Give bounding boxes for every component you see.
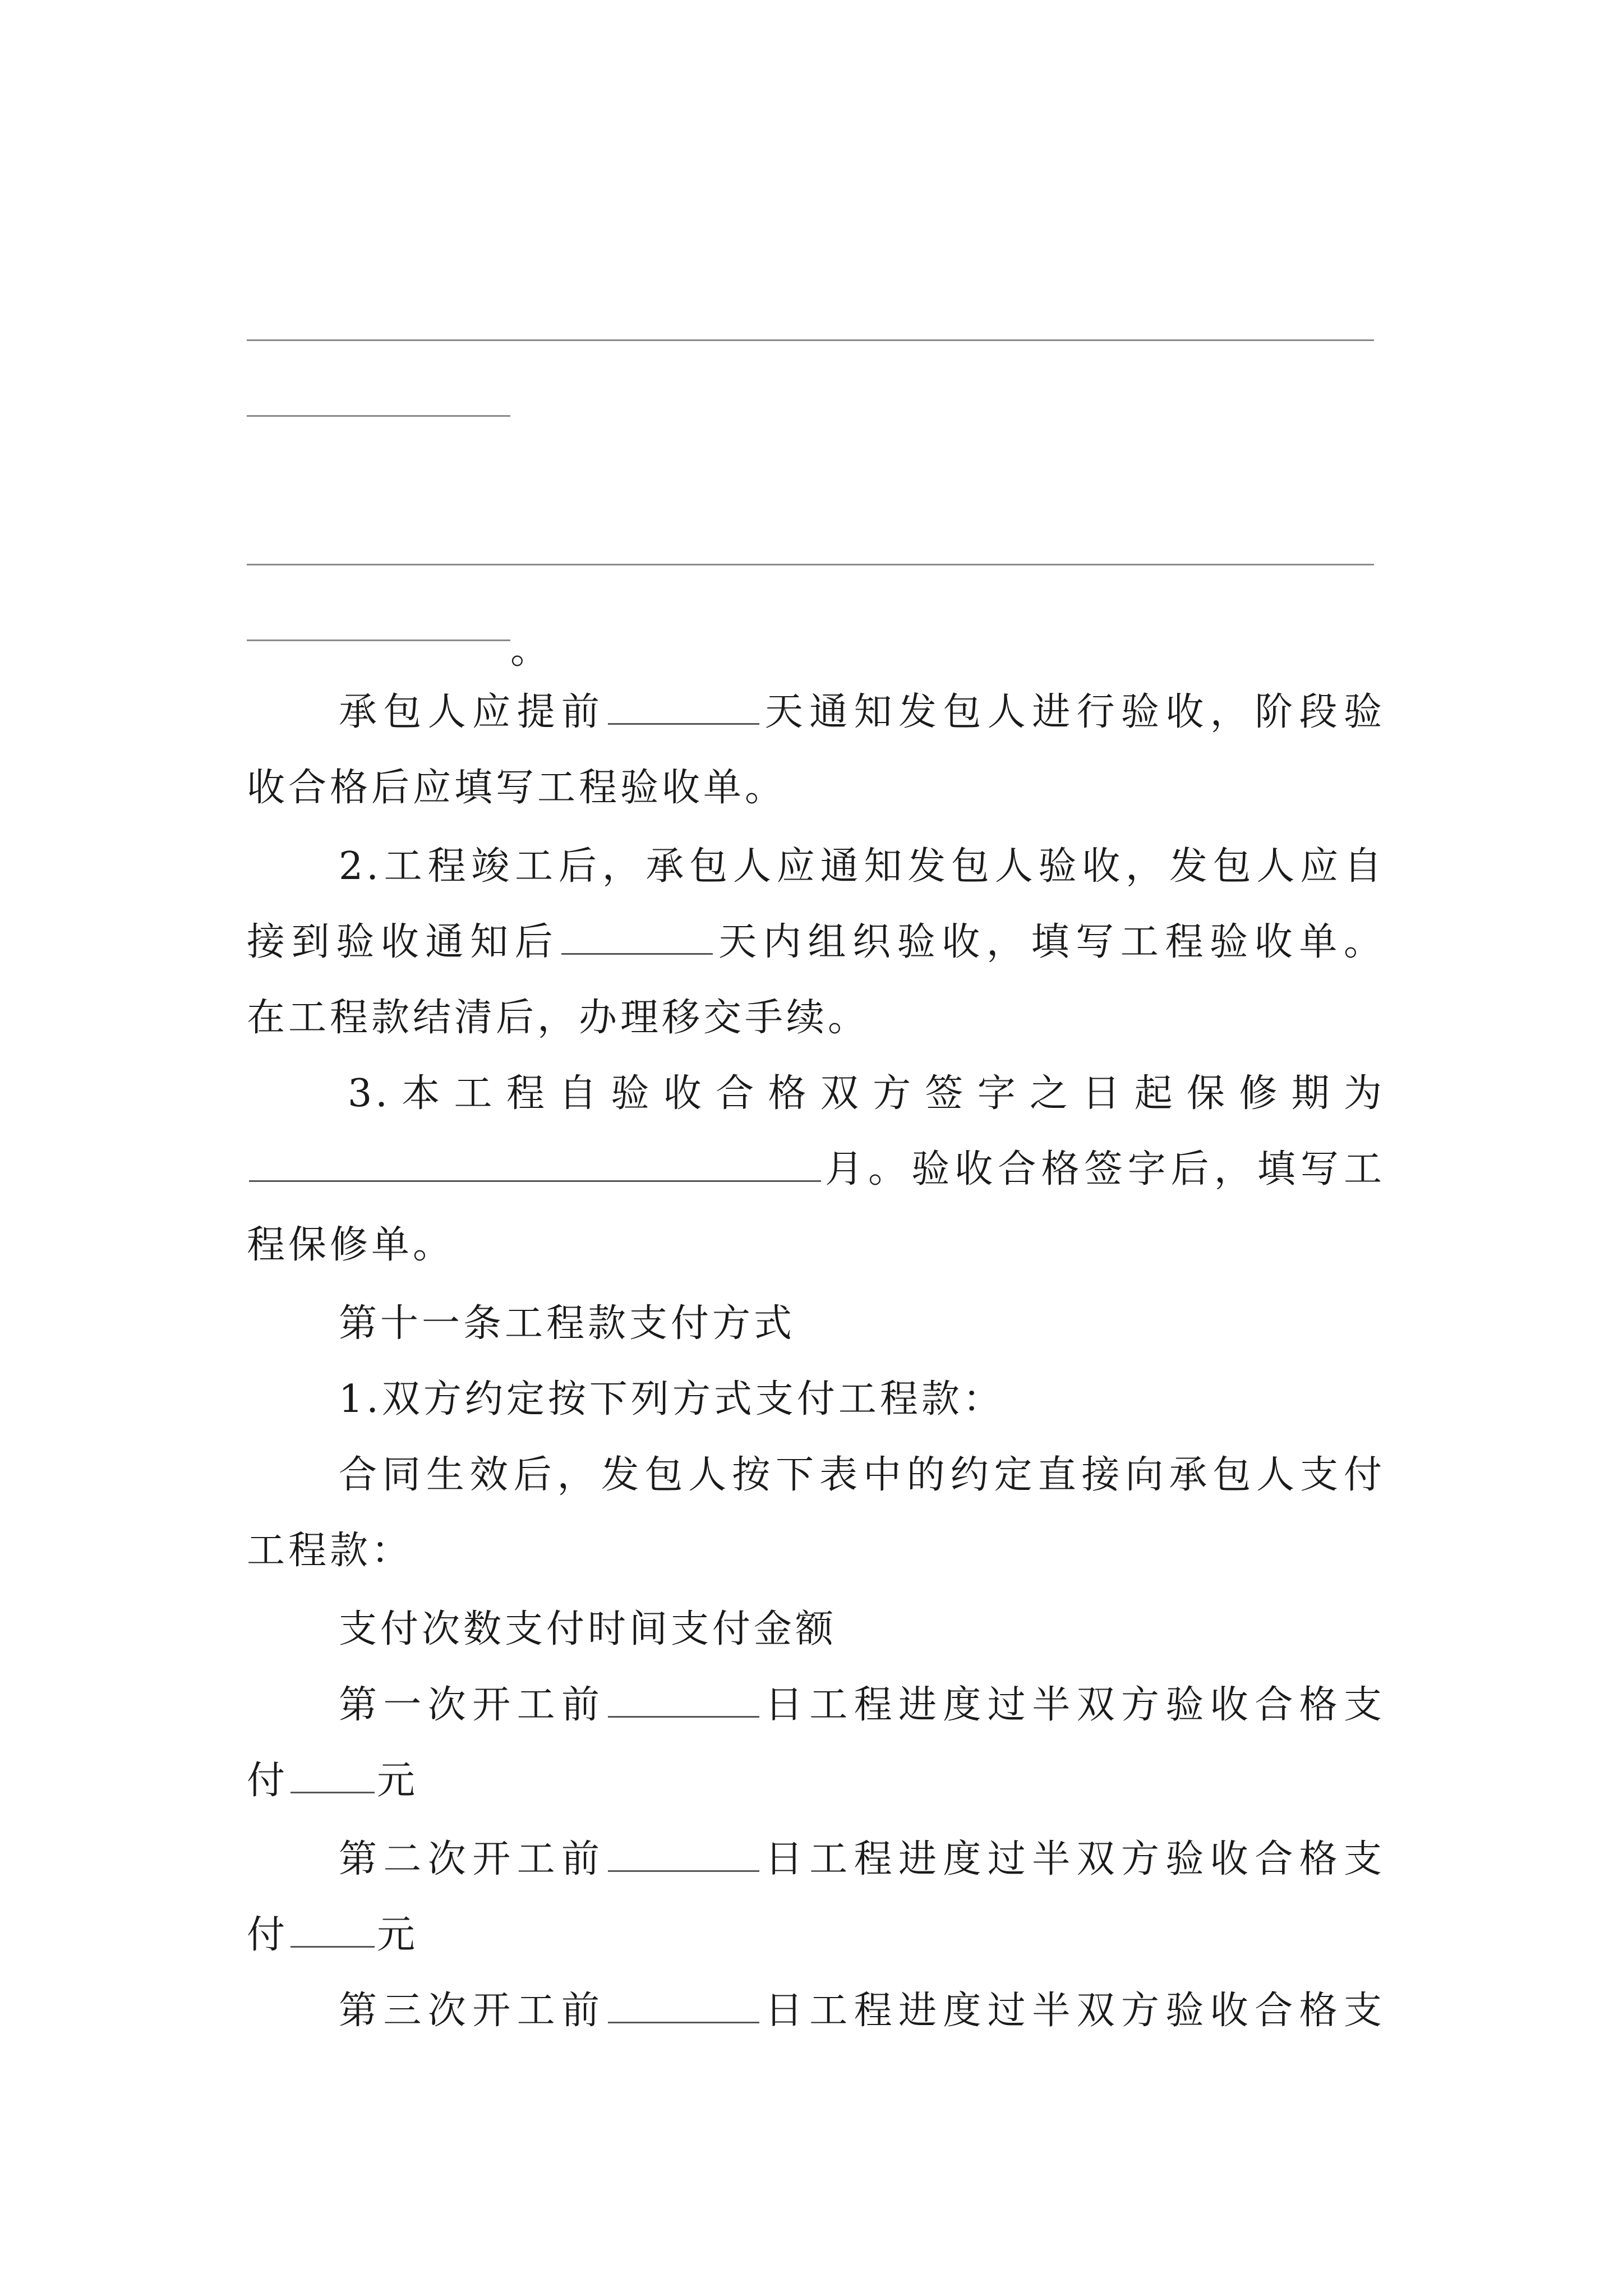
text-segment: 承包人应提前 bbox=[339, 690, 606, 734]
payment-row bbox=[339, 1972, 1385, 2050]
text-segment: 第三次开工前 bbox=[339, 1989, 606, 2033]
text-line: 2.工程竣工后，承包人应通知发包人验收，发包人应自 bbox=[339, 844, 1385, 889]
text-segment: 第一次开工前 bbox=[339, 1683, 606, 1727]
fill-line-3 bbox=[247, 564, 1374, 565]
text-segment: 元 bbox=[377, 1759, 419, 1803]
blank-field bbox=[608, 1987, 759, 2023]
text-segment: 日工程进度过半双方验收合格支 bbox=[762, 1837, 1385, 1881]
blank-field bbox=[561, 919, 713, 955]
text-line bbox=[247, 1742, 1385, 1820]
table-header-line: 支付次数支付时间支付金额 bbox=[339, 1607, 837, 1651]
text-segment: 元 bbox=[377, 1913, 419, 1957]
text-segment: 日工程进度过半双方验收合格支 bbox=[762, 1683, 1385, 1727]
text-segment: 天内组织验收，填写工程验收单。 bbox=[715, 920, 1385, 964]
blank-field bbox=[608, 689, 759, 725]
text-line bbox=[247, 1130, 1385, 1209]
text-segment: 日工程进度过半双方验收合格支 bbox=[762, 1989, 1385, 2033]
fill-line-2 bbox=[247, 415, 510, 417]
text-line bbox=[339, 673, 1385, 752]
text-line bbox=[247, 1896, 1385, 1975]
text-line: 1.双方约定按下列方式支付工程款： bbox=[339, 1377, 1004, 1421]
text-line: 3.本工程自验收合格双方签字之日起保修期为 bbox=[348, 1071, 1385, 1116]
payment-row bbox=[339, 1820, 1385, 1899]
text-segment: 天通知发包人进行验收，阶段验 bbox=[762, 690, 1385, 734]
fill-line-4 bbox=[247, 639, 510, 641]
blank-field bbox=[291, 1912, 375, 1948]
blank-field bbox=[608, 1836, 759, 1872]
text-segment: 第二次开工前 bbox=[339, 1837, 606, 1881]
text-line bbox=[247, 903, 1385, 982]
blank-field bbox=[608, 1682, 759, 1718]
text-line: 程保修单。 bbox=[247, 1223, 455, 1267]
text-line: 收合格后应填写工程验收单。 bbox=[247, 766, 787, 810]
text-line: 在工程款结清后，办理移交手续。 bbox=[247, 996, 870, 1040]
text-segment: 付 bbox=[247, 1759, 289, 1803]
text-segment: 月。验收合格签字后，填写工 bbox=[823, 1147, 1385, 1191]
payment-row bbox=[339, 1666, 1385, 1745]
blank-field bbox=[249, 1146, 821, 1182]
period-mark: 。 bbox=[510, 628, 549, 673]
text-segment: 接到验收通知后 bbox=[247, 920, 560, 964]
text-line: 合同生效后，发包人按下表中的约定直接向承包人支付 bbox=[339, 1453, 1385, 1497]
section-heading: 第十一条工程款支付方式 bbox=[339, 1301, 796, 1346]
fill-line-1 bbox=[247, 339, 1374, 341]
blank-field bbox=[291, 1757, 375, 1793]
text-segment: 付 bbox=[247, 1913, 289, 1957]
text-line: 工程款： bbox=[247, 1529, 413, 1573]
